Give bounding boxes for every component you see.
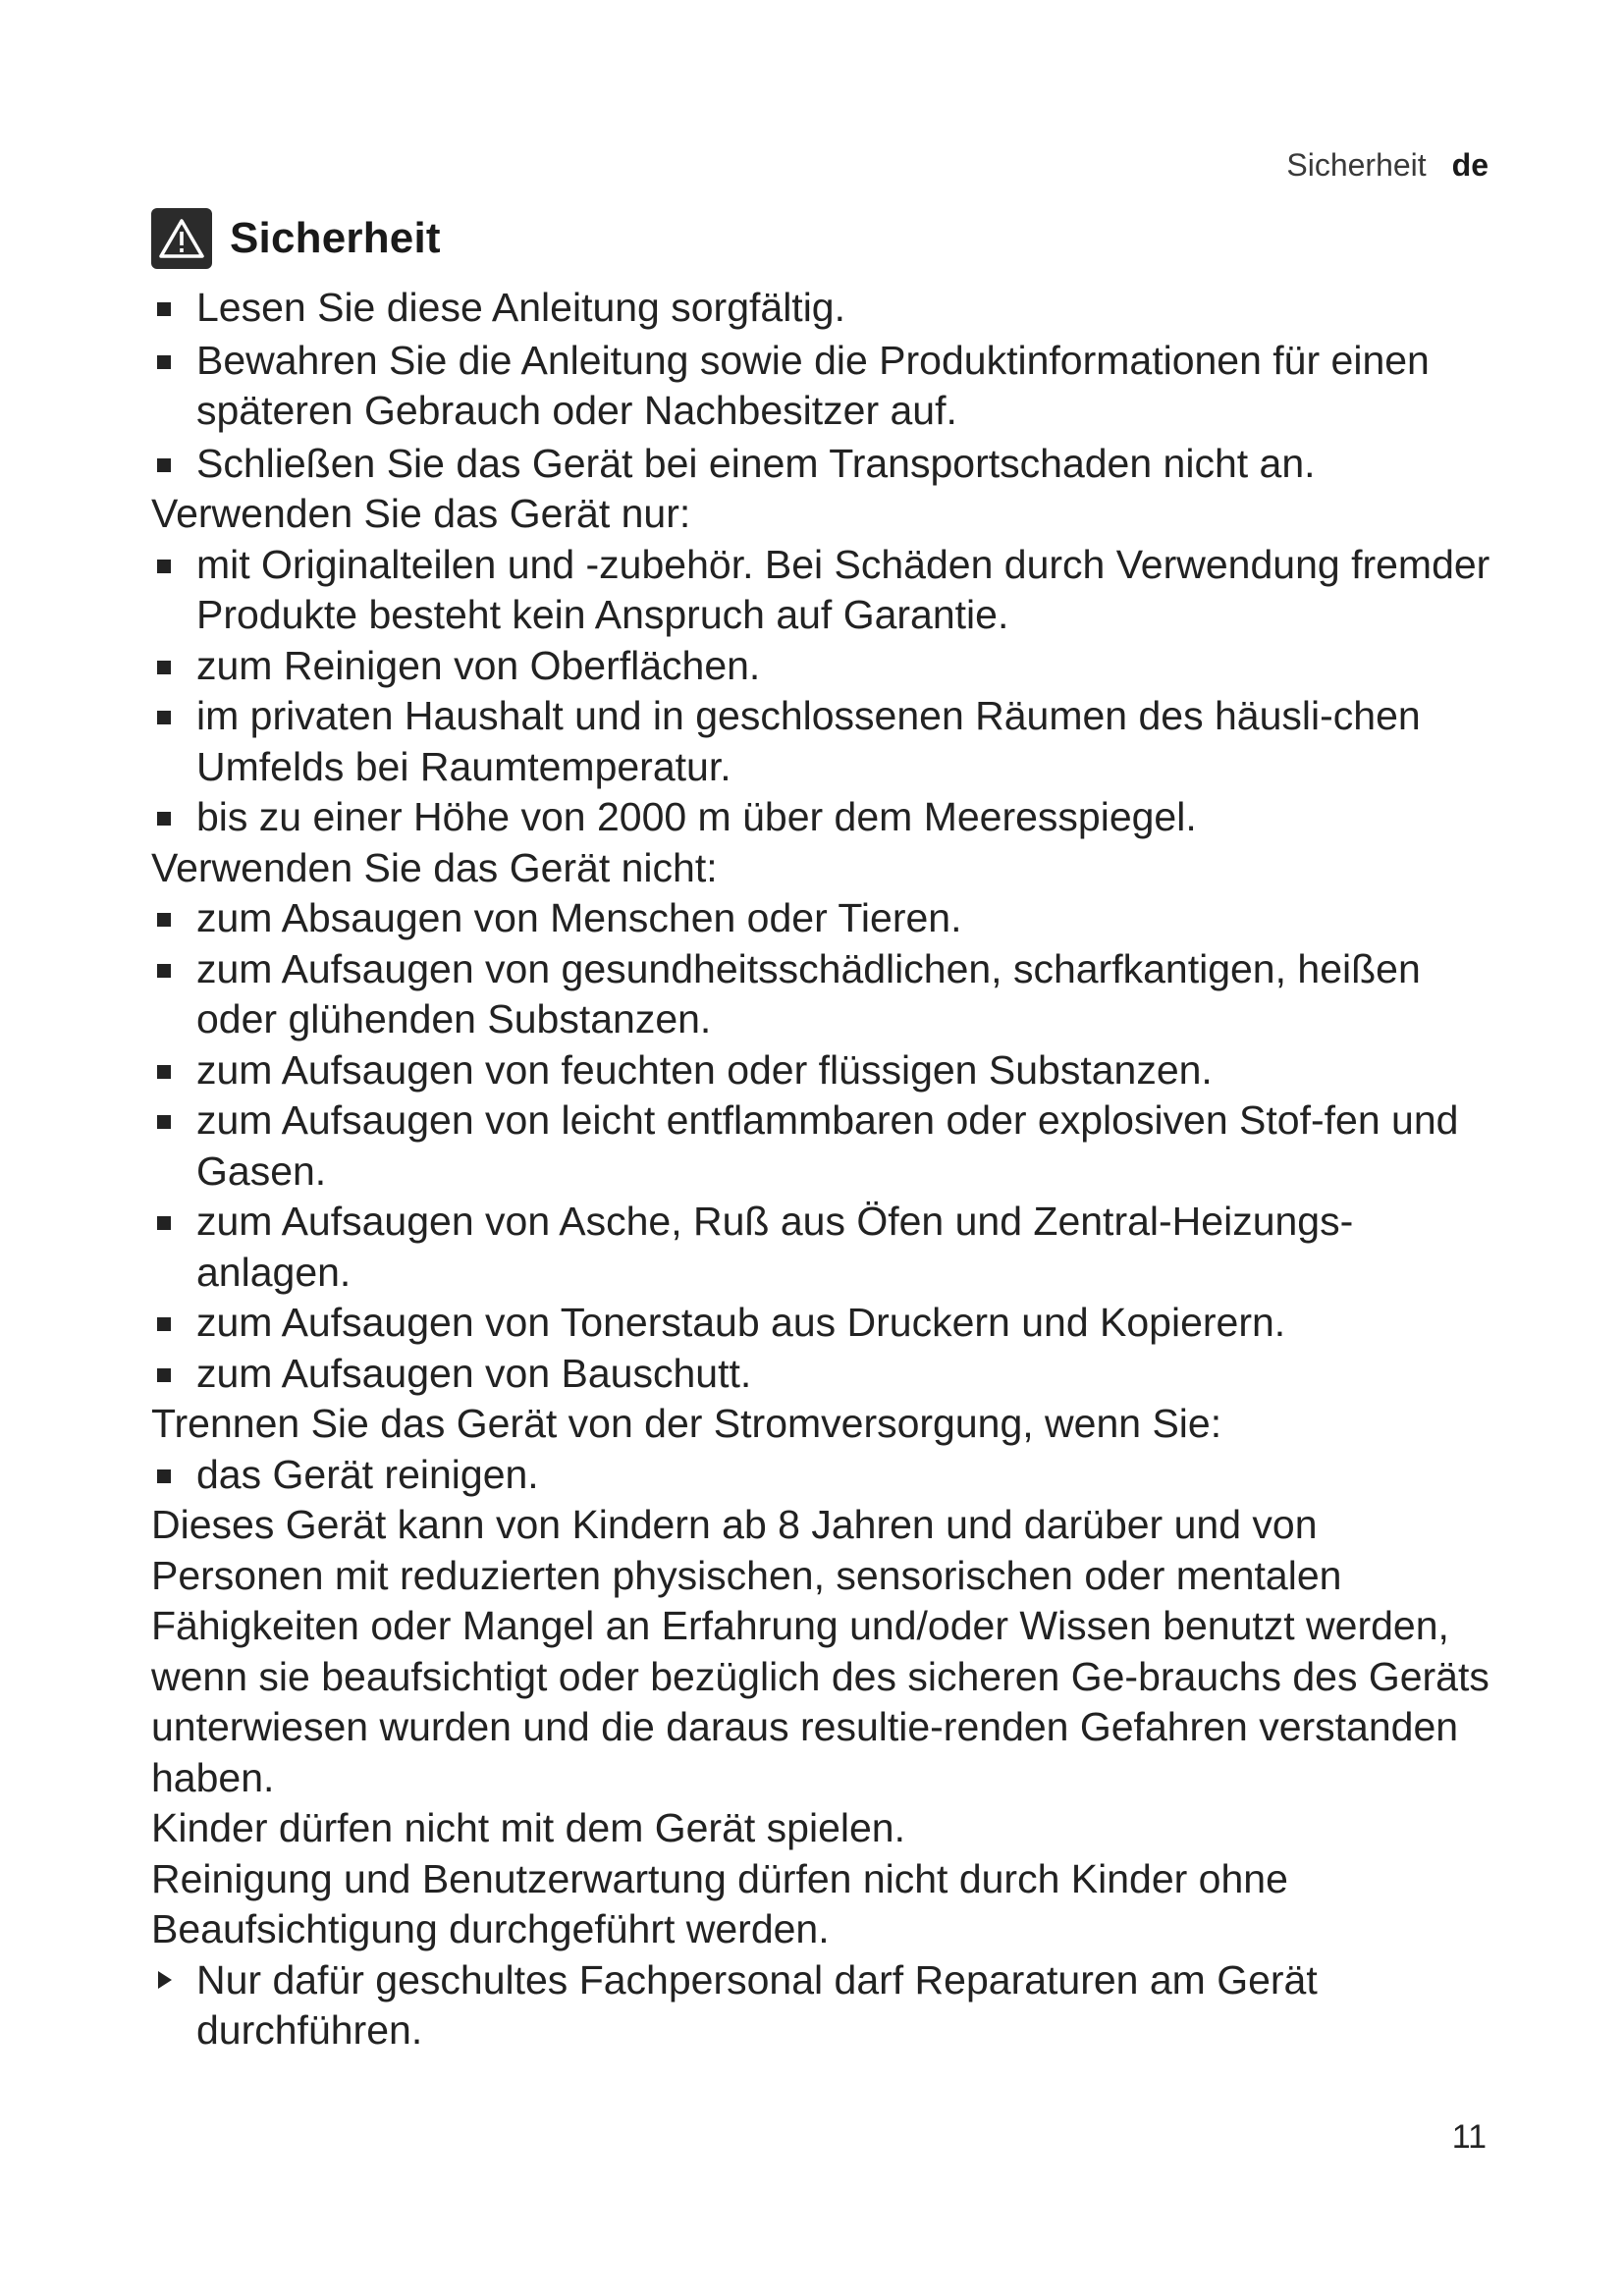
list-item: zum Aufsaugen von Tonerstaub aus Druckern und Kopierern.	[151, 1298, 1496, 1349]
running-header	[1286, 147, 1489, 184]
list-item: das Gerät reinigen.	[151, 1450, 1496, 1501]
list-item: zum Aufsaugen von leicht entflammbaren oder explosiven Stof-fen und Gasen.	[151, 1095, 1496, 1197]
paragraph: Reinigung und Benutzerwartung dürfen nicht durch Kinder ohne Beaufsichtigung durchgeführt werden.	[151, 1855, 1288, 1951]
list-item: im privaten Haushalt und in geschlossenen Räumen des häusli-chen Umfelds bei Raumtemperatur.	[151, 691, 1496, 792]
page-number: 11	[1451, 2118, 1487, 2156]
list-item: Bewahren Sie die Anleitung sowie die Produktinformationen für einen späteren Gebrauch oder Nachbesitzer auf.	[151, 336, 1496, 437]
list-item: Schließen Sie das Gerät bei einem Transportschaden nicht an.	[151, 439, 1496, 490]
section-heading	[151, 208, 441, 269]
section-title: Sicherheit	[230, 214, 441, 262]
paragraph: Verwenden Sie das Gerät nicht:	[151, 844, 718, 890]
paragraph: Verwenden Sie das Gerät nur:	[151, 491, 691, 536]
list-item: zum Aufsaugen von Bauschutt.	[151, 1349, 1496, 1400]
running-header-section: Sicherheit	[1286, 147, 1427, 183]
list-item: mit Originalteilen und -zubehör. Bei Schäden durch Verwendung fremder Produkte besteht kein Anspruch auf Garantie.	[151, 540, 1496, 641]
list-item: zum Aufsaugen von feuchten oder flüssigen Substanzen.	[151, 1045, 1496, 1096]
list-item: zum Aufsaugen von gesundheitsschädlichen, scharfkantigen, heißen oder glühenden Substanzen.	[151, 944, 1496, 1045]
list-item: zum Reinigen von Oberflächen.	[151, 641, 1496, 692]
instruction-step: Nur dafür geschultes Fachpersonal darf Reparaturen am Gerät durchführen.	[151, 1955, 1496, 2056]
safety-content	[151, 283, 1496, 2056]
list-item: zum Absaugen von Menschen oder Tieren.	[151, 893, 1496, 944]
list-item: Lesen Sie diese Anleitung sorgfältig.	[151, 283, 1496, 334]
running-header-language: de	[1451, 147, 1489, 183]
list-item: bis zu einer Höhe von 2000 m über dem Meeresspiegel.	[151, 792, 1496, 843]
list-item: zum Aufsaugen von Asche, Ruß aus Öfen und Zentral-Heizungs-anlagen.	[151, 1197, 1496, 1298]
paragraph: Kinder dürfen nicht mit dem Gerät spielen.	[151, 1805, 905, 1850]
paragraph: Trennen Sie das Gerät von der Stromversorgung, wenn Sie:	[151, 1401, 1222, 1446]
paragraph: Dieses Gerät kann von Kindern ab 8 Jahren und darüber und von Personen mit reduzierten physischen, sensorischen oder mentalen Fähigkeiten oder Mangel an Erfahrung und/oder Wissen benutzt werden, wenn sie beaufsichtigt oder bezüglich des sicheren Ge-brauchs des Geräts unterwiesen wurden und die daraus resultie-renden Gefahren verstanden haben.	[151, 1502, 1489, 1800]
warning-triangle-icon	[151, 208, 212, 269]
